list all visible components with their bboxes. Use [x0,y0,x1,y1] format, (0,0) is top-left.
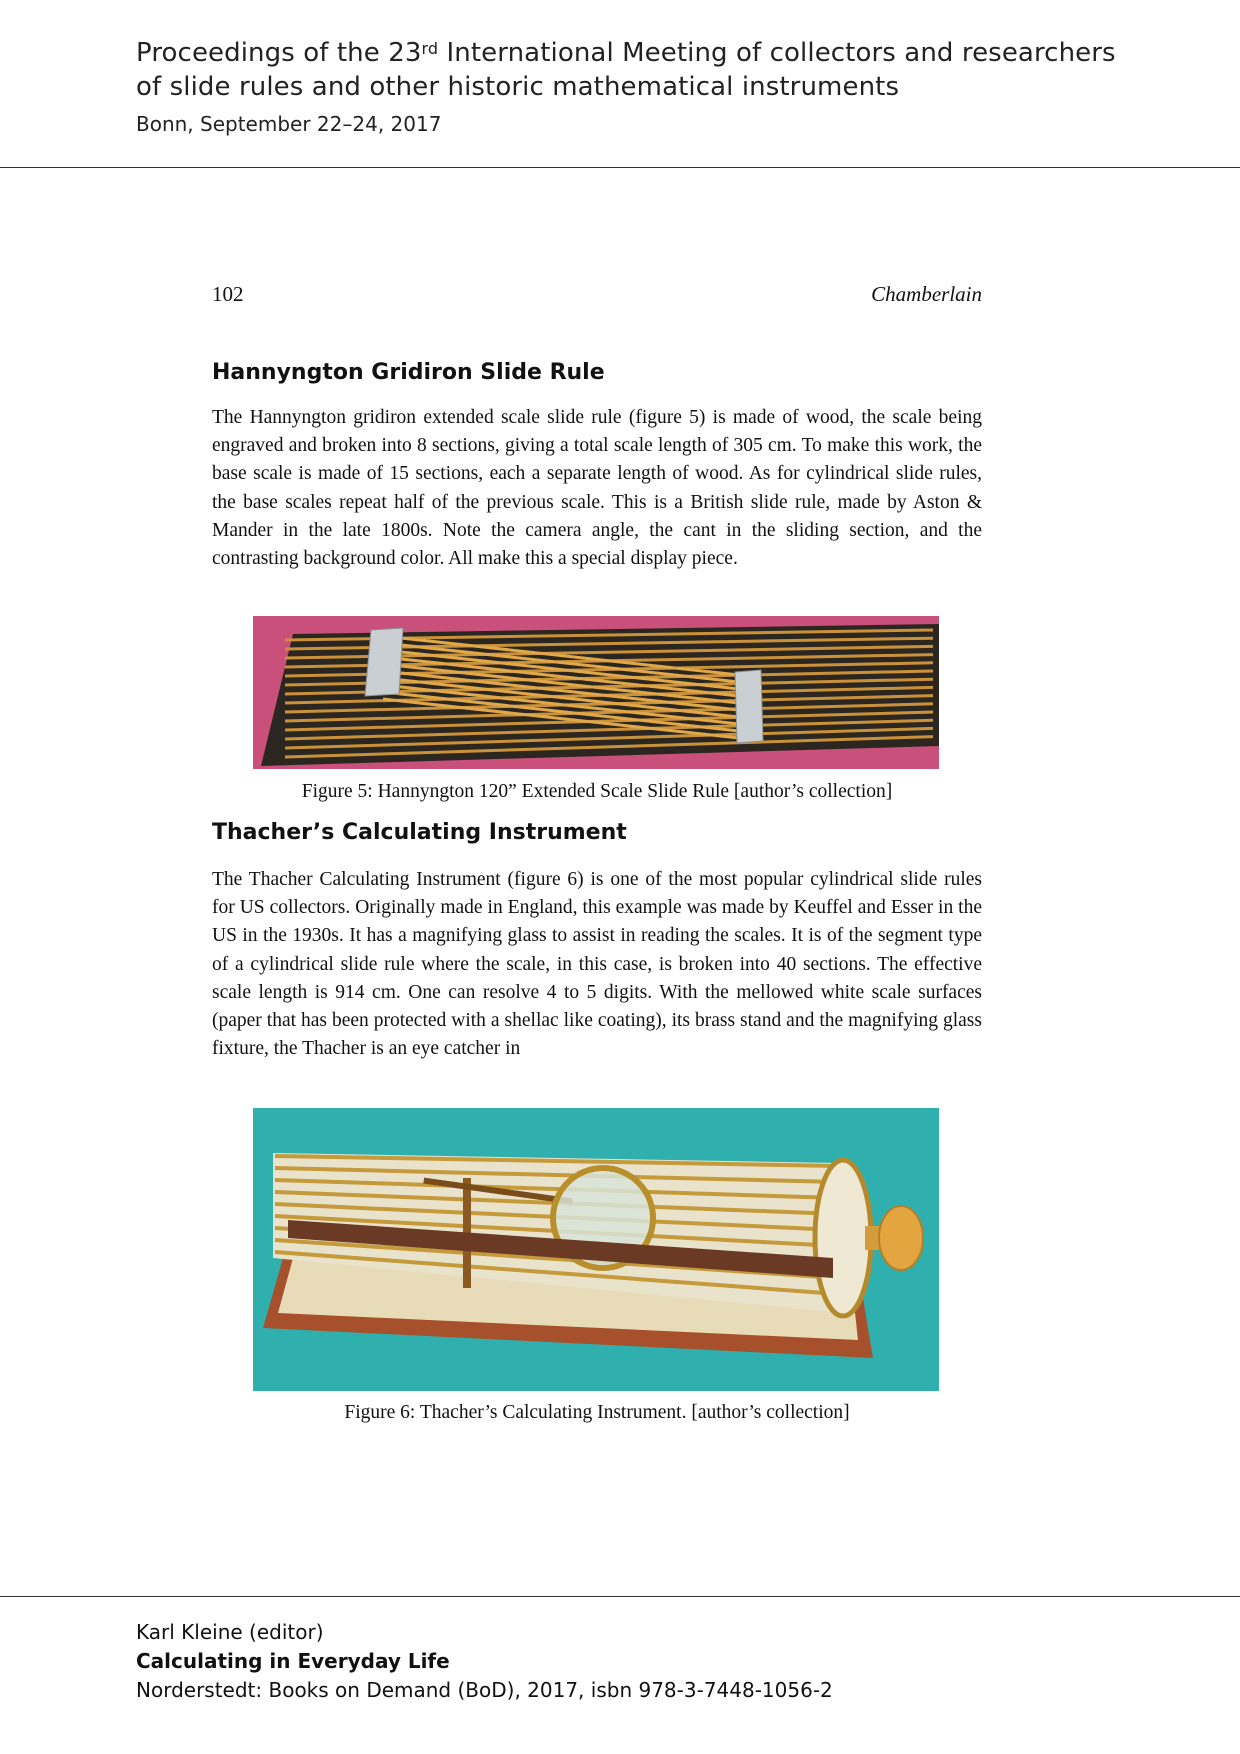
figure-5-photo [253,616,939,769]
thacher-instrument-illustration [253,1108,939,1391]
gridiron-slide-rule-illustration [253,616,939,769]
footer-publisher: Norderstedt: Books on Demand (BoD), 2017, isbn 978-3-7448-1056-2 [136,1678,833,1702]
footer-book-title: Calculating in Everyday Life [136,1649,450,1673]
page-number: 102 [212,282,244,306]
section-heading-thacher: Thacher’s Calculating Instrument [212,820,627,845]
figure-6-photo [253,1108,939,1391]
section-heading-hannyngton: Hannyngton Gridiron Slide Rule [212,360,605,385]
end-cap [815,1160,871,1316]
header-text-b: International Meeting of collectors and researchers [438,38,1116,68]
figure-6-caption: Figure 6: Thacher’s Calculating Instrument. [author’s collection] [344,1402,850,1423]
book-footer [136,1618,833,1705]
paragraph-thacher: The Thacher Calculating Instrument (figure 6) is one of the most popular cylindrical slide rules for US collectors. Originally made in England, this example was made by Keuffel and Esser in the US in the 1930s. It has a magnifying glass to assist in reading the scales. It is of the segment type of a cylindrical slide rule where the scale, in this case, is broken into 40 sections. The effective scale length is 914 cm. One can resolve 4 to 5 digits. With the mellowed white scale surfaces (paper that has been protected with a shellac like coating), its brass stand and the magnifying glass fixture, the Thacher is an eye catcher in [212,869,982,1060]
footer-editor: Karl Kleine (editor) [136,1620,324,1644]
header-text-a: Proceedings of the 23 [136,38,422,68]
running-head-author: Chamberlain [871,282,982,306]
footer-divider [0,1596,1240,1597]
paragraph-hannyngton: The Hannyngton gridiron extended scale slide rule (figure 5) is made of wood, the scale being engraved and broken into 8 sections, giving a total scale length of 305 cm. To make this work, the base scale is made of 15 sections, each a separate length of wood. As for cylindrical slide rules, the base scales repeat half of the previous scale. This is a British slide rule, made by Aston & Mander in the late 1800s. Note the camera angle, the cant in the sliding section, and the contrasting background color. All make this a special display piece. [212,407,982,570]
header-location-date: Bonn, September 22–24, 2017 [136,112,442,136]
clamp-plate-right [735,670,763,743]
header-line-1 [136,36,1136,70]
header-divider [0,167,1240,168]
wooden-knob [879,1206,923,1270]
proceedings-header [136,36,1136,138]
header-superscript: rd [421,39,439,58]
header-line-2: of slide rules and other historic mathematical instruments [136,72,900,102]
figure-5-caption: Figure 5: Hannyngton 120” Extended Scale Slide Rule [author’s collection] [301,781,893,802]
clamp-plate-left [365,628,403,696]
